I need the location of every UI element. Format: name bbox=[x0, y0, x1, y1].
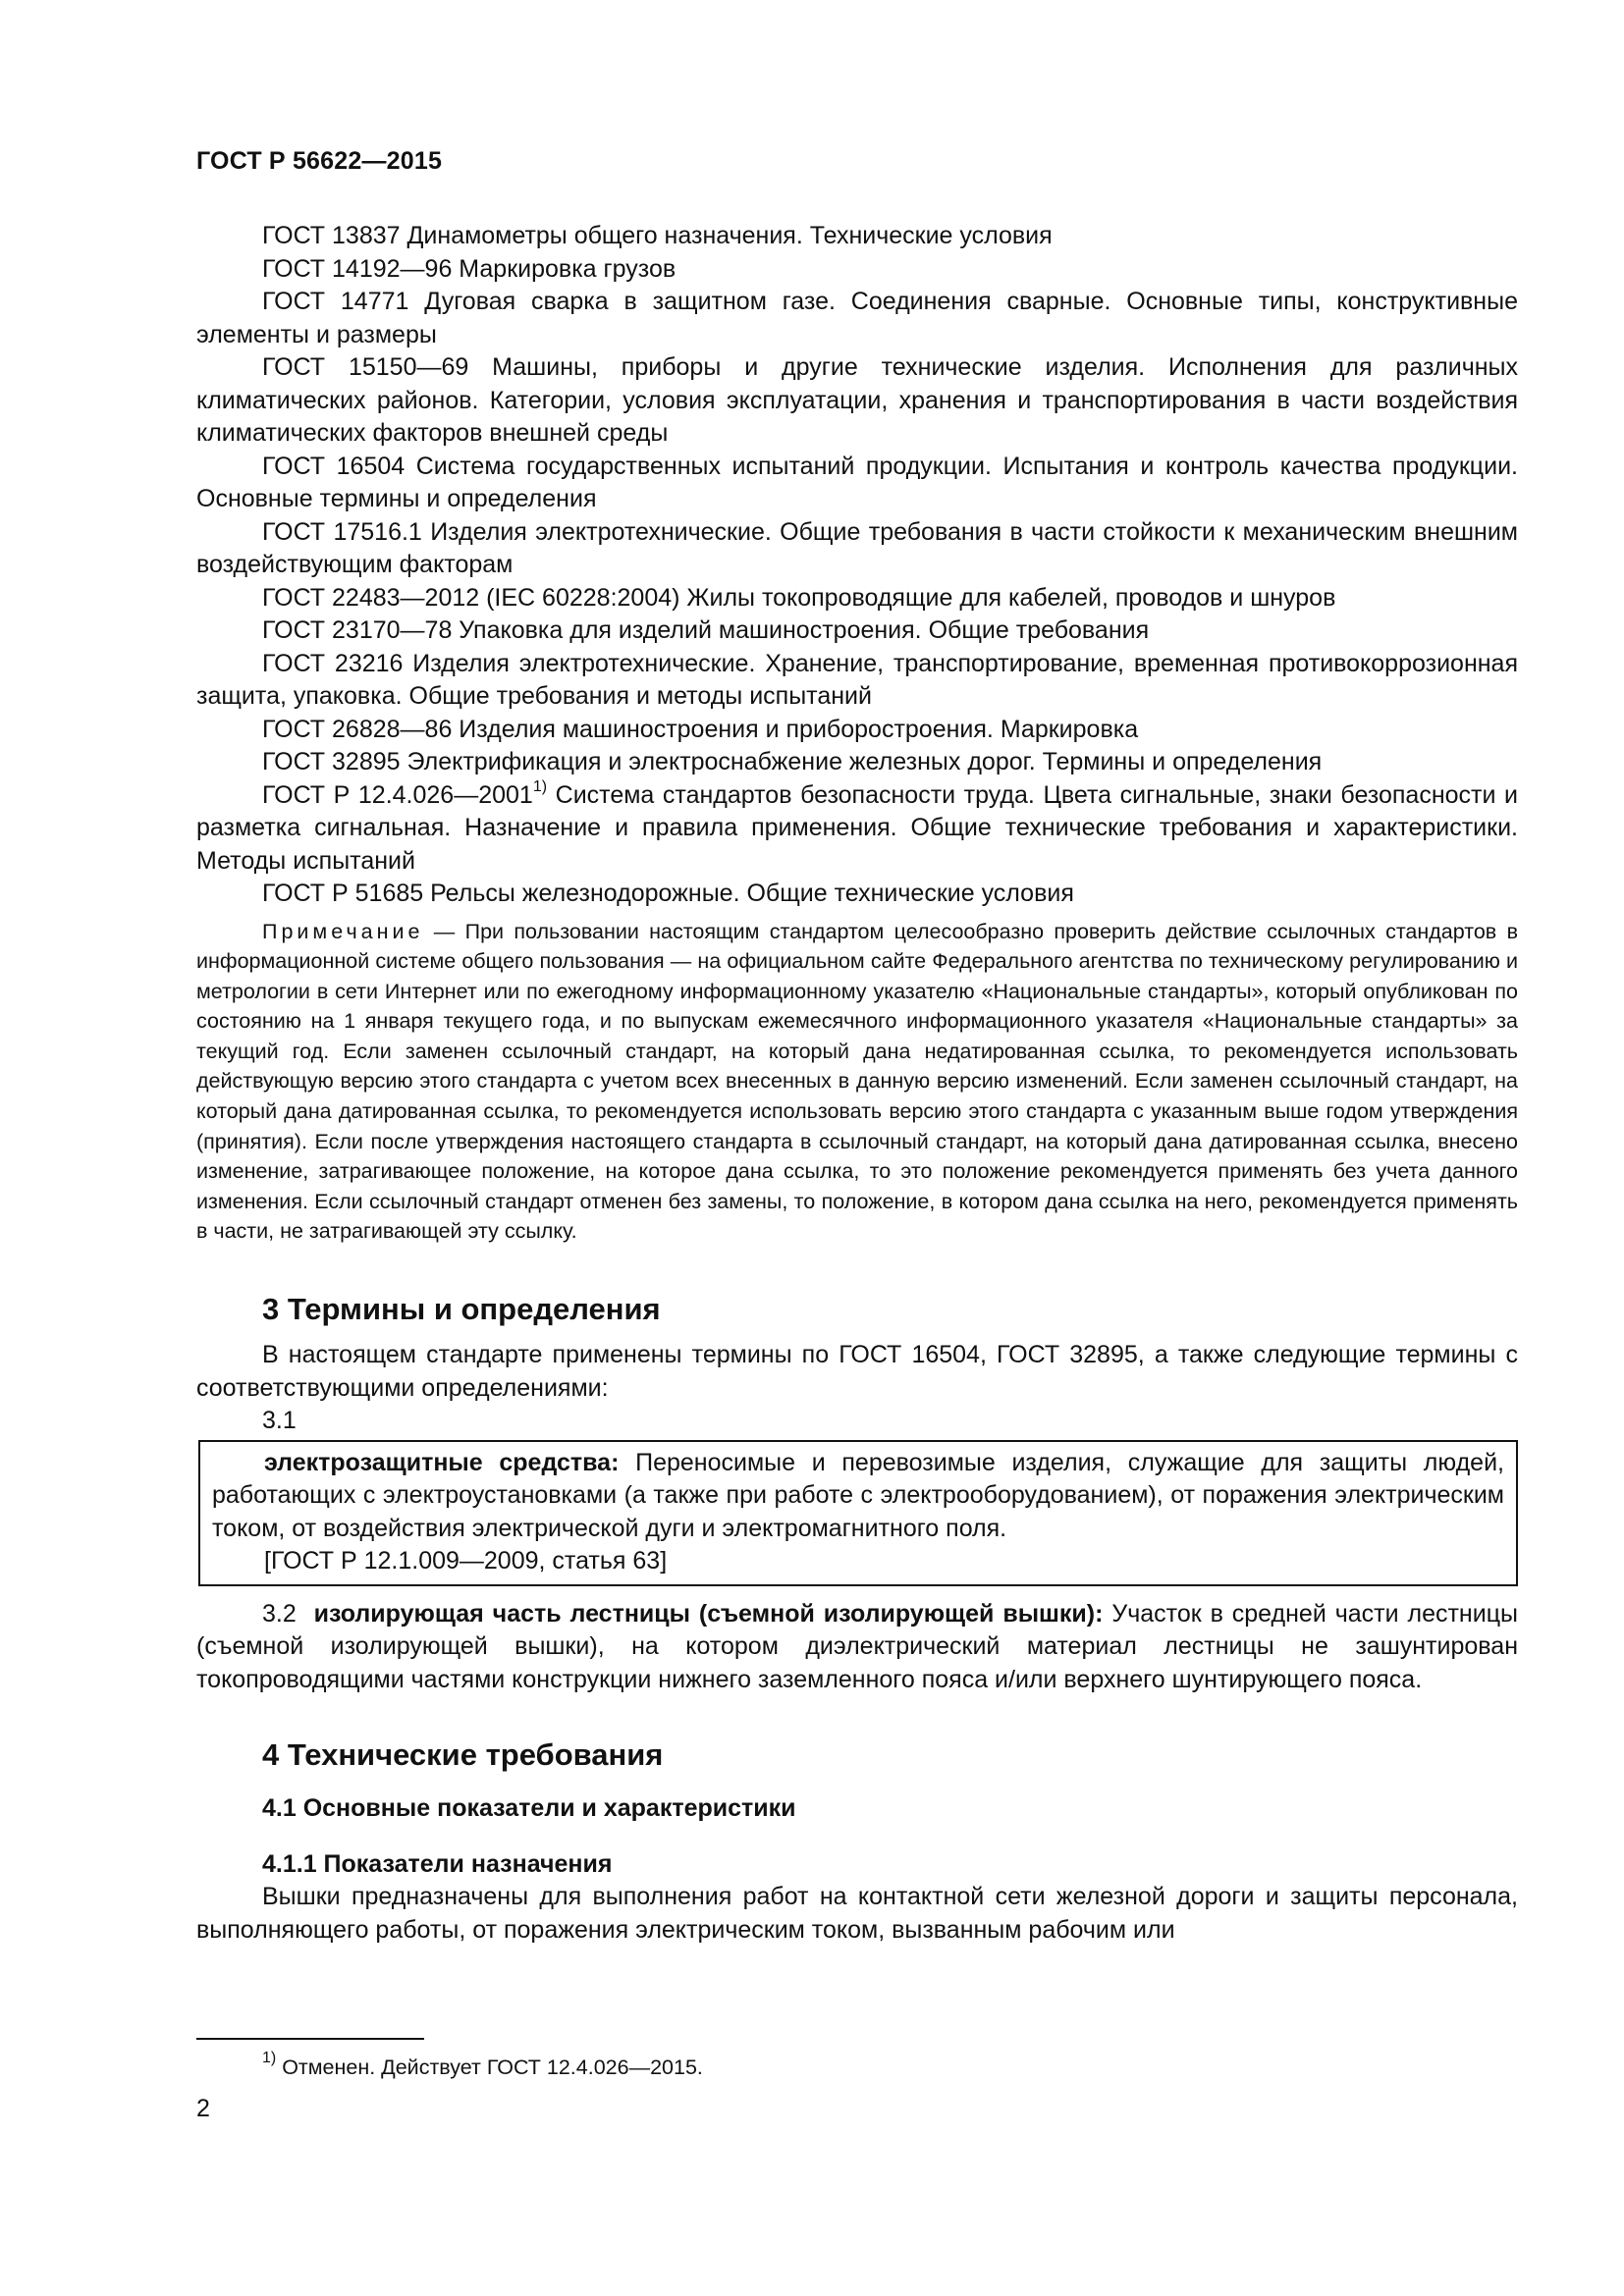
reference-item: ГОСТ 16504 Система государственных испытаний продукции. Испытания и контроль качества продукции. Основные термины и определения bbox=[196, 452, 1518, 512]
section-3-heading: 3 Термины и определения bbox=[262, 1292, 661, 1327]
reference-description: Система стандартов безопасности труда. Цвета сигнальные, знаки безопасности и разметка сигнальная. Назначение и правила применения. Общие технические требования и характеристики. Методы испытаний bbox=[196, 780, 1518, 875]
document-body bbox=[196, 220, 1518, 1947]
definition-3-1-source: [ГОСТ Р 12.1.009—2009, статья 63] bbox=[264, 1547, 668, 1575]
reference-item-with-footnote bbox=[196, 779, 1518, 879]
definition-3-2-number: 3.2 bbox=[262, 1599, 297, 1628]
note-label: Примечание bbox=[262, 919, 424, 943]
footnote-marker: 1) bbox=[532, 777, 548, 795]
page-number: 2 bbox=[196, 2095, 210, 2122]
reference-item: ГОСТ Р 51685 Рельсы железнодорожные. Общие технические условия bbox=[262, 880, 1074, 907]
reference-item: ГОСТ 15150—69 Машины, приборы и другие технические изделия. Исполнения для различных климатических районов. Категории, условия эксплуатации, хранения и транспортирования в части воздействия климатических факторов внешней среды bbox=[196, 353, 1518, 447]
note-text: — При пользовании настоящим стандартом целесообразно проверить действие ссылочных стандартов в информационной системе общего пользования — на официальном сайте Федерального агентства по техническому регулированию и метрологии в сети Интернет или по ежегодному информационному указателю «Национальные стандарты», который опубликован по состоянию на 1 января текущего года, и по выпускам ежемесячного информационного указателя «Национальные стандарты» за текущий год. Если заменен ссылочный стандарт, на который дана недатированная ссылка, то рекомендуется использовать действующую версию этого стандарта с учетом всех внесенных в данную версию изменений. Если заменен ссылочный стандарт, на который дана датированная ссылка, то рекомендуется использовать версию этого стандарта с указанным выше годом утверждения (принятия). Если после утверждения настоящего стандарта в ссылочный стандарт, на который дана датированная ссылка, внесено изменение, затрагивающее положение, на которое дана ссылка, то это положение рекомендуется применять без учета данного изменения. Если ссылочный стандарт отменен без замены, то положение, в котором дана ссылка на него, рекомендуется применять в части, не затрагивающей эту ссылку. bbox=[196, 919, 1518, 1244]
definition-3-1-box bbox=[198, 1440, 1518, 1586]
reference-item: ГОСТ 23216 Изделия электротехнические. Хранение, транспортирование, временная противокоррозионная защита, упаковка. Общие требования и методы испытаний bbox=[196, 649, 1518, 710]
footnote-text: Отменен. Действует ГОСТ 12.4.026—2015. bbox=[276, 2056, 703, 2079]
footnote-separator bbox=[196, 2038, 424, 2040]
definition-3-1-term: электрозащитные средства: bbox=[264, 1448, 620, 1476]
subsection-4-1-heading: 4.1 Основные показатели и характеристики bbox=[262, 1794, 796, 1823]
subsection-4-1-1-text: Вышки предназначены для выполнения работ на контактной сети железной дороги и защиты персонала, выполняющего работы, от поражения электрическим током, вызванным рабочим или bbox=[196, 1883, 1518, 1944]
reference-item: ГОСТ 13837 Динамометры общего назначения. Технические условия bbox=[262, 222, 1053, 249]
reference-item: ГОСТ 14192—96 Маркировка грузов bbox=[262, 254, 677, 283]
section-3-intro: В настоящем стандарте применены термины по ГОСТ 16504, ГОСТ 32895, а также следующие термины с соответствующими определениями: bbox=[196, 1341, 1518, 1402]
definition-3-2-text: Участок в средней части лестницы (съемной изолирующей вышки), на котором диэлектрический материал лестницы не зашунтирован токопроводящими частями конструкции нижнего заземленного пояса и/или верхнего шунтирующего пояса. bbox=[196, 1599, 1518, 1693]
definition-3-2-paragraph bbox=[196, 1598, 1518, 1697]
reference-item: ГОСТ 32895 Электрификация и электроснабжение железных дорог. Термины и определения bbox=[262, 748, 1323, 775]
document-header-title: ГОСТ Р 56622—2015 bbox=[196, 147, 443, 175]
section-4-heading: 4 Технические требования bbox=[262, 1737, 664, 1773]
reference-item: ГОСТ 26828—86 Изделия машиностроения и приборостроения. Маркировка bbox=[262, 715, 1139, 743]
reference-item: ГОСТ 17516.1 Изделия электротехнические. Общие требования в части стойкости к механическим внешним воздействующим факторам bbox=[196, 517, 1518, 578]
subsection-4-1-1-heading: 4.1.1 Показатели назначения bbox=[262, 1850, 613, 1879]
definition-3-2-term: изолирующая часть лестницы (съемной изолирующей вышки): bbox=[313, 1599, 1104, 1628]
definition-3-1-paragraph bbox=[212, 1447, 1504, 1546]
footnote bbox=[262, 2050, 703, 2082]
reference-item: ГОСТ 22483—2012 (IEC 60228:2004) Жилы токопроводящие для кабелей, проводов и шнуров bbox=[262, 583, 1336, 612]
definition-3-1-number: 3.1 bbox=[262, 1407, 297, 1435]
note-paragraph bbox=[196, 917, 1518, 1248]
reference-code: ГОСТ Р 12.4.026—2001 bbox=[262, 780, 533, 809]
reference-item: ГОСТ 23170—78 Упаковка для изделий машиностроения. Общие требования bbox=[262, 616, 1150, 644]
definition-3-1-text: Переносимые и перевозимые изделия, служащие для защиты людей, работающих с электроустановками (а также при работе с электрооборудованием), от поражения электрическим током, от воздействия электрической дуги и электромагнитного поля. bbox=[212, 1448, 1504, 1542]
footnote-number: 1) bbox=[262, 2050, 277, 2066]
spacer bbox=[196, 1586, 1518, 1598]
reference-item: ГОСТ 14771 Дуговая сварка в защитном газе. Соединения сварные. Основные типы, конструктивные элементы и размеры bbox=[196, 288, 1518, 348]
